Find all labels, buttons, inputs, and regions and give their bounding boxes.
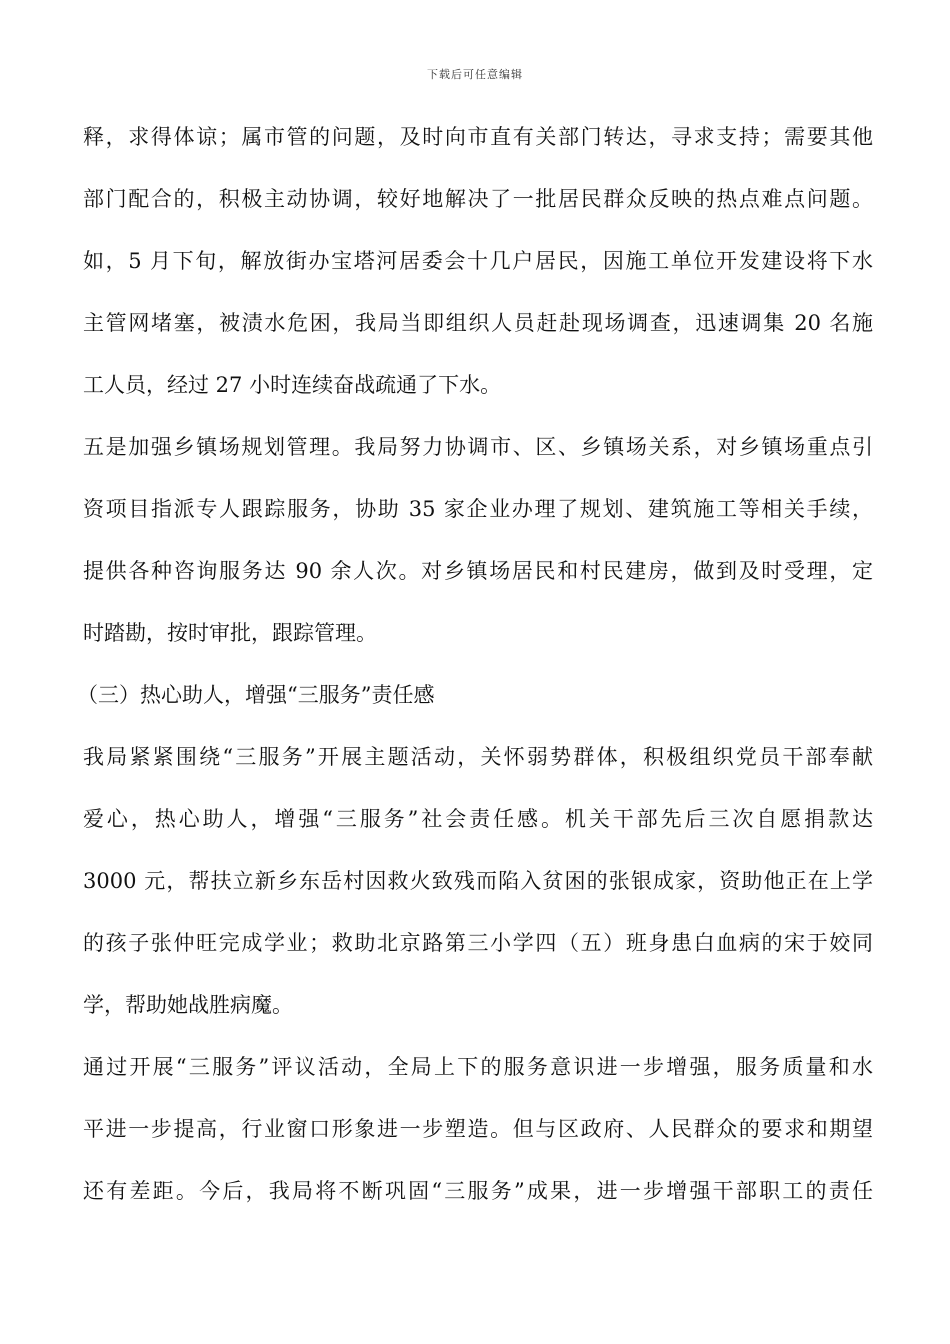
text-line: 部门配合的，积极主动协调，较好地解决了一批居民群众反映的热点难点问题。 xyxy=(83,187,873,211)
text-line: 3000 元，帮扶立新乡东岳村因救火致残而陷入贫困的张银成家，资助他正在上学 xyxy=(83,869,873,893)
text-line: 提供各种咨询服务达 90 余人次。对乡镇场居民和村民建房，做到及时受理，定 xyxy=(83,559,873,583)
text-line: 还有差距。今后，我局将不断巩固“三服务”成果，进一步增强干部职工的责任 xyxy=(83,1179,873,1203)
text-line: 爱心，热心助人，增强“三服务”社会责任感。机关干部先后三次自愿捐款达 xyxy=(83,807,873,831)
text-line: 平进一步提高，行业窗口形象进一步塑造。但与区政府、人民群众的要求和期望 xyxy=(83,1117,873,1141)
text-line: 五是加强乡镇场规划管理。我局努力协调市、区、乡镇场关系，对乡镇场重点引 xyxy=(83,435,873,459)
text-line: 学，帮助她战胜病魔。 xyxy=(83,993,293,1017)
text-line: 主管网堵塞，被渍水危困，我局当即组织人员赶赴现场调查，迅速调集 20 名施 xyxy=(83,311,873,335)
section-heading: （三）热心助人，增强“三服务”责任感 xyxy=(77,683,435,707)
text-line: 释，求得体谅；属市管的问题，及时向市直有关部门转达，寻求支持；需要其他 xyxy=(83,125,873,149)
text-line: 如，5 月下旬，解放街办宝塔河居委会十几户居民，因施工单位开发建设将下水 xyxy=(83,249,873,273)
text-line: 我局紧紧围绕“三服务”开展主题活动，关怀弱势群体，积极组织党员干部奉献 xyxy=(83,745,873,769)
text-line: 时踏勘，按时审批，跟踪管理。 xyxy=(83,621,377,645)
text-line: 的孩子张仲旺完成学业；救助北京路第三小学四（五）班身患白血病的宋于姣同 xyxy=(83,931,873,955)
text-line: 资项目指派专人跟踪服务，协助 35 家企业办理了规划、建筑施工等相关手续， xyxy=(83,497,873,521)
text-line: 通过开展“三服务”评议活动，全局上下的服务意识进一步增强，服务质量和水 xyxy=(83,1055,873,1079)
document-body xyxy=(77,116,873,1232)
page-header: 下载后可任意编辑 xyxy=(427,68,523,81)
text-line: 工人员，经过 27 小时连续奋战疏通了下水。 xyxy=(83,373,502,397)
